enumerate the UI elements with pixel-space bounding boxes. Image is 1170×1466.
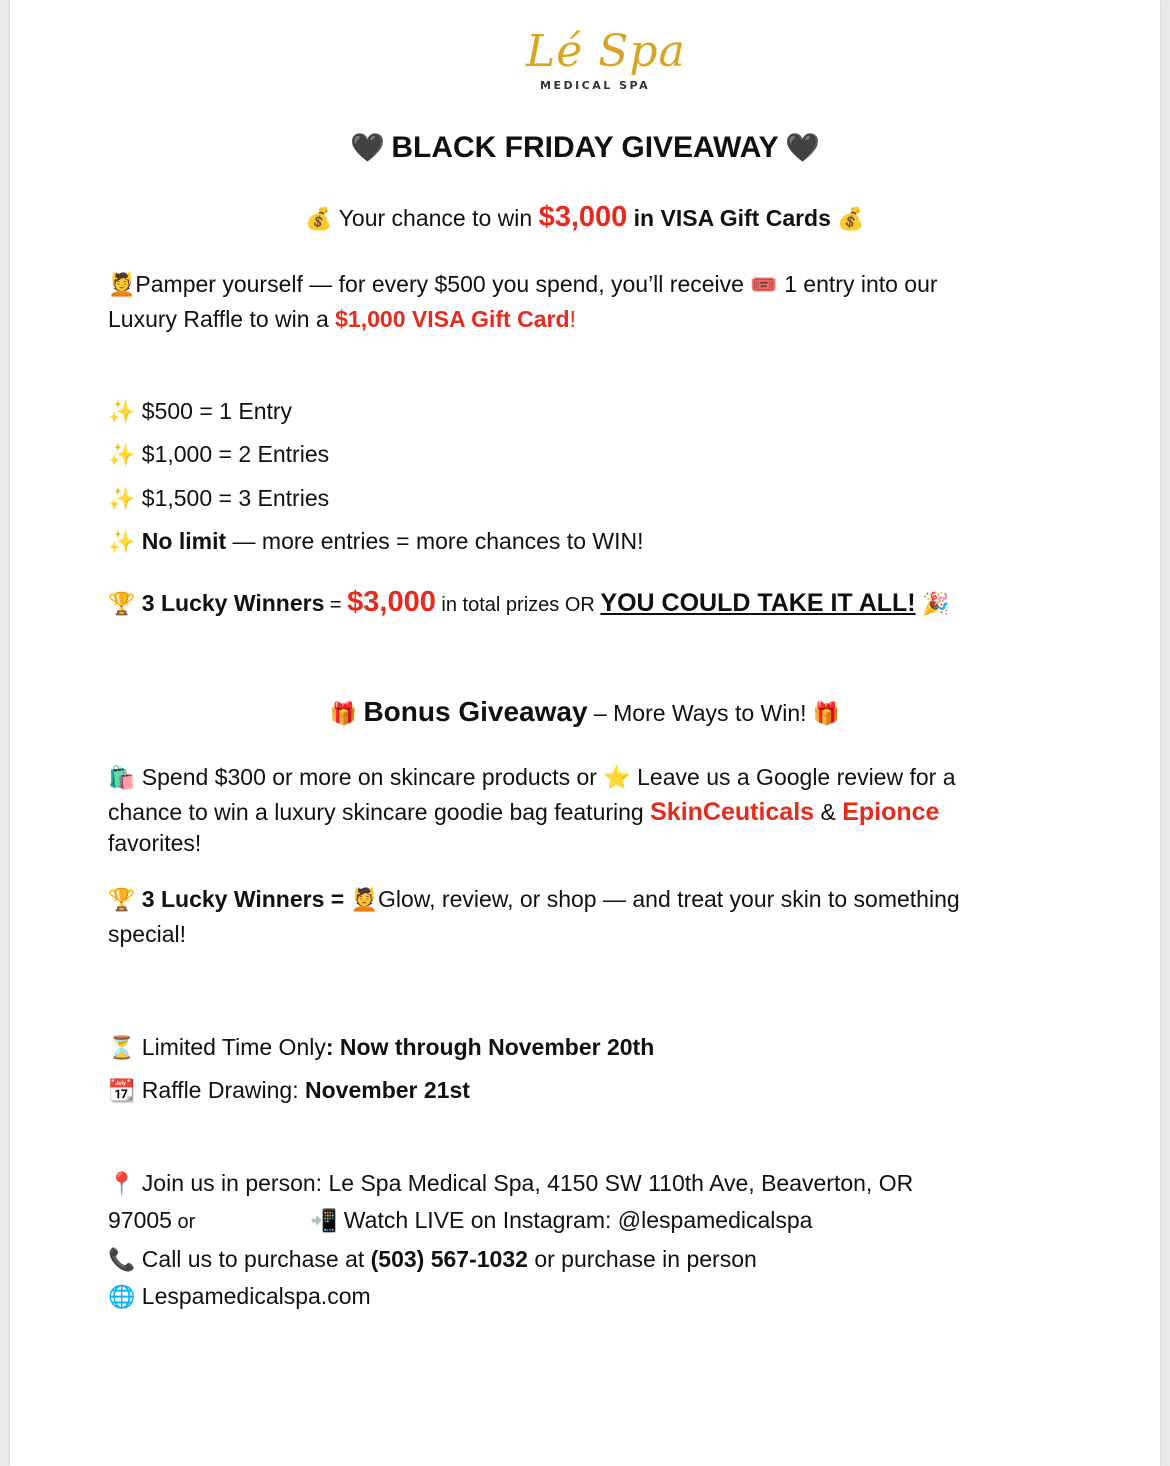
entry-bold: No limit [141, 528, 227, 554]
intro-line2-post: ! [569, 306, 576, 332]
face-massage-icon: 💆 [350, 888, 378, 913]
entry-text: $1,500 = 3 Entries [141, 485, 330, 511]
page-title [10, 131, 1160, 164]
black-heart-icon: 🖤 [350, 131, 385, 164]
title-text: BLACK FRIDAY GIVEAWAY [391, 131, 779, 164]
intro-line1-pre: Pamper yourself — for every $500 you spend, you’ll receive [135, 271, 751, 297]
limited-bold: : Now through November 20th [325, 1034, 655, 1060]
winners-mid: in total prizes OR [435, 594, 601, 616]
entry-item [108, 484, 329, 514]
winners-line [108, 588, 949, 619]
logo-subtitle: MEDICAL SPA [540, 79, 651, 92]
winners-label: 3 Lucky Winners [141, 590, 325, 616]
bonus-rest: – More Ways to Win! [587, 700, 807, 726]
le-spa-logo [518, 22, 708, 102]
pin-icon: 📍 [108, 1172, 136, 1197]
winners2-eq: = [324, 886, 351, 912]
ticket-icon: 🎟️ [750, 273, 778, 298]
sparkles-icon: ✨ [108, 530, 136, 555]
black-heart-icon: 🖤 [785, 131, 820, 164]
raffle-drawing-line [108, 1076, 470, 1106]
money-bag-icon: 💰 [837, 207, 865, 232]
winners2-line-2 [108, 920, 186, 948]
brand-epionce: Epionce [842, 798, 940, 826]
contact-phone: (503) 567-1032 [370, 1246, 528, 1272]
intro-line2-pre: Luxury Raffle to win a [108, 306, 336, 332]
bonus-amp: & [814, 799, 843, 825]
contact-line-4 [108, 1282, 371, 1312]
telephone-icon: 📞 [108, 1248, 136, 1273]
drawing-pre: Raffle Drawing: [141, 1077, 305, 1103]
globe-icon: 🌐 [108, 1285, 136, 1310]
bonus-line3: favorites! [108, 830, 202, 856]
bonus-line-1 [108, 763, 956, 793]
drawing-bold: November 21st [305, 1077, 470, 1103]
bonus-line-3 [108, 829, 201, 857]
intro-line-2 [108, 305, 576, 333]
contact-or: or [171, 1211, 196, 1233]
contact-watch: Watch LIVE on Instagram: @lespamedicalspa [337, 1207, 813, 1233]
bonus-title: Bonus Giveaway [363, 696, 588, 727]
mobile-phone-icon: 📲 [310, 1209, 338, 1234]
entry-rest: — more entries = more chances to WIN! [226, 528, 644, 554]
brand-skinceuticals: SkinCeuticals [650, 798, 815, 826]
contact-line-3 [108, 1245, 757, 1275]
trophy-icon: 🏆 [108, 592, 136, 617]
sparkles-icon: ✨ [108, 487, 136, 512]
bonus-heading [10, 698, 1160, 729]
entry-text: $1,000 = 2 Entries [141, 441, 330, 467]
intro-line1-post: 1 entry into our [777, 271, 938, 297]
winners2-line1: Glow, review, or shop — and treat your skin to something [378, 886, 960, 912]
winners2-label: 3 Lucky Winners [141, 886, 325, 912]
bonus-line2-pre: chance to win a luxury skincare goodie bag featuring [108, 799, 651, 825]
gift-icon: 🎁 [812, 702, 841, 727]
subtitle-post: in VISA Gift Cards [627, 205, 831, 231]
bonus-line-2 [108, 798, 939, 826]
subtitle [10, 203, 1160, 234]
contact-address: Le Spa Medical Spa, 4150 SW 110th Ave, Beaverton, OR [328, 1170, 914, 1196]
contact-line-2 [108, 1206, 195, 1236]
entry-item [108, 440, 329, 470]
party-popper-icon: 🎉 [922, 592, 950, 617]
intro-prize: $1,000 VISA Gift Card [335, 306, 570, 332]
hourglass-icon: ⏳ [108, 1036, 136, 1061]
contact-site: Lespamedicalspa.com [135, 1283, 371, 1309]
instagram-line [310, 1206, 812, 1236]
contact-join: Join us in person: [135, 1170, 329, 1196]
intro-line-1 [108, 270, 938, 300]
star-icon: ⭐ [603, 766, 631, 791]
winners2-line2: special! [108, 921, 186, 947]
flyer-page [10, 0, 1160, 1466]
winners-eq: = [324, 594, 348, 616]
entry-text: $500 = 1 Entry [141, 398, 293, 424]
contact-zip: 97005 [108, 1207, 172, 1233]
sparkles-icon: ✨ [108, 443, 136, 468]
subtitle-amount: $3,000 [538, 201, 628, 233]
bonus-line1-a: Spend $300 or more on skincare products or [135, 764, 604, 790]
subtitle-pre: Your chance to win [338, 205, 539, 231]
entry-item [108, 527, 643, 557]
winners2-line-1 [108, 885, 960, 915]
shopping-bags-icon: 🛍️ [108, 766, 136, 791]
limited-time-line [108, 1033, 654, 1063]
winners-cta: YOU COULD TAKE IT ALL! [600, 589, 916, 617]
contact-call-pre: Call us to purchase at [135, 1246, 371, 1272]
limited-pre: Limited Time Only [141, 1034, 326, 1060]
contact-call-post: or purchase in person [527, 1246, 757, 1272]
bonus-line1-b: Leave us a Google review for a [630, 764, 956, 790]
money-bag-icon: 💰 [305, 207, 333, 232]
winners-amount: $3,000 [347, 586, 436, 618]
gift-icon: 🎁 [329, 702, 358, 727]
sparkles-icon: ✨ [108, 400, 136, 425]
logo-script: Lé Spa [526, 26, 686, 77]
entry-item [108, 397, 292, 427]
contact-line-1 [108, 1169, 913, 1199]
calendar-icon: 📆 [108, 1079, 136, 1104]
trophy-icon: 🏆 [108, 888, 136, 913]
face-massage-icon: 💆 [108, 273, 136, 298]
